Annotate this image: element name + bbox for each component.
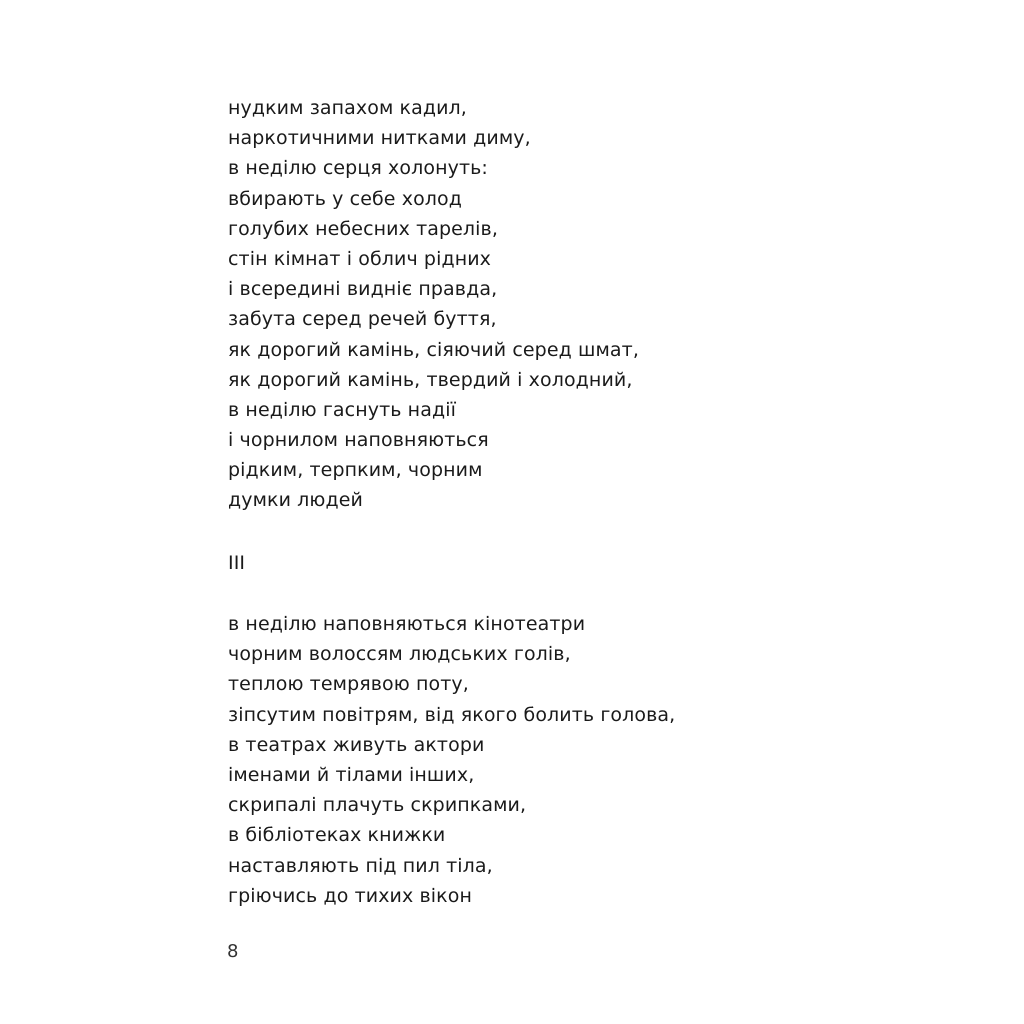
- poem-line: і чорнилом наповняються: [228, 429, 489, 452]
- poem-line: гріючись до тихих вікон: [228, 884, 472, 907]
- poem-line: думки людей: [228, 489, 363, 512]
- stanza-2: [228, 609, 988, 911]
- poem-line: в бібліотеках книжки: [228, 824, 446, 847]
- poem-line: в театрах живуть актори: [228, 733, 485, 756]
- poem-line: в неділю серця холонуть:: [228, 157, 488, 180]
- poem-line: вбирають у себе холод: [228, 187, 463, 210]
- poem-line: рідким, терпким, чорним: [228, 459, 483, 482]
- poem-line: зіпсутим повітрям, від якого болить голова,: [228, 703, 676, 726]
- poem-line: стін кімнат і облич рідних: [228, 247, 492, 270]
- poem-line: іменами й тілами інших,: [228, 763, 475, 786]
- poem-line: забута серед речей буття,: [228, 308, 497, 331]
- poem-line: і всередині виднiє правда,: [228, 278, 498, 301]
- poem-line: в неділю гаснуть надії: [228, 398, 456, 421]
- stanza-1: [228, 93, 988, 516]
- poem-line: скрипалі плачуть скрипками,: [228, 794, 527, 817]
- section-heading: [228, 548, 988, 578]
- poem-line: як дорогий камінь, твердий і холодний,: [228, 368, 633, 391]
- page-number: 8: [227, 941, 239, 962]
- poem-line: як дорогий камінь, сіяючий серед шмат,: [228, 338, 639, 361]
- poem-line: наркотичними нитками диму,: [228, 127, 531, 150]
- poem-line: наставляють під пил тіла,: [228, 854, 493, 877]
- poem-line: нудким запахом кадил,: [228, 97, 467, 119]
- poem-line: чорним волоссям людських голів,: [228, 643, 571, 666]
- poem-line: в неділю наповняються кінотеатри: [228, 613, 586, 635]
- section-number: III: [228, 552, 246, 574]
- poem-line: голубих небесних тарелів,: [228, 217, 498, 240]
- poem-line: теплою темрявою поту,: [228, 673, 469, 696]
